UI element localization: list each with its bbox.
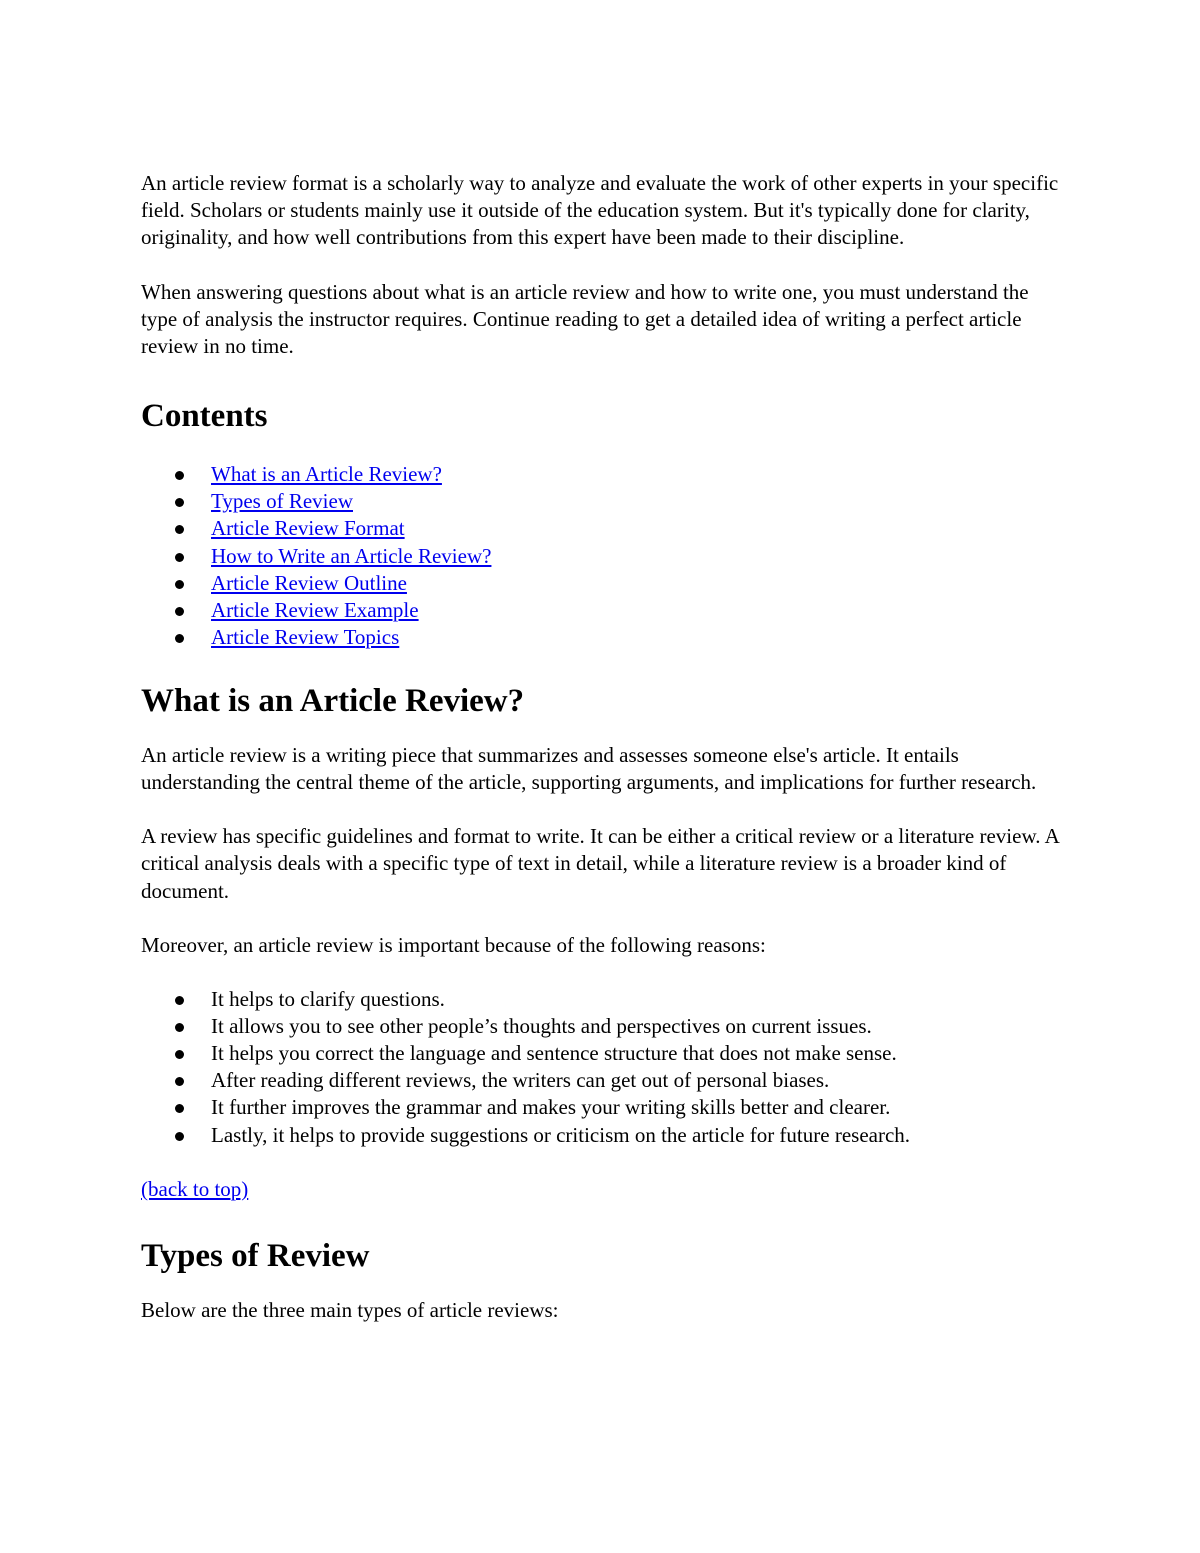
reason-text: It helps you correct the language and sentence structure that does not make sense.: [211, 1041, 897, 1066]
list-item: [141, 543, 1066, 570]
types-paragraph-1: Below are the three main types of article reviews:: [141, 1297, 559, 1322]
bullet-icon: [175, 525, 184, 534]
list-item: [141, 1040, 1066, 1067]
contents-list: [141, 461, 1066, 651]
what-is-heading: What is an Article Review?: [141, 682, 525, 719]
bullet-icon: [175, 580, 184, 589]
types-heading: Types of Review: [141, 1237, 370, 1274]
contents-heading: Contents: [141, 398, 268, 435]
bullet-icon: [175, 607, 184, 616]
toc-link-outline[interactable]: Article Review Outline: [211, 570, 407, 595]
reason-text: Lastly, it helps to provide suggestions or criticism on the article for future research.: [211, 1122, 911, 1147]
back-to-top-paragraph: [141, 1176, 1066, 1203]
what-is-paragraph-2: A review has specific guidelines and format to write. It can be either a critical review or a literature review. A critical analysis deals with a specific type of text in detail, while a literature review is a broader kind of document.: [141, 824, 1059, 903]
bullet-icon: [175, 498, 184, 507]
intro-paragraph-2: When answering questions about what is an article review and how to write one, you must understand the type of analysis the instructor requires. Continue reading to get a detailed idea of writing a perfect article review in no time.: [141, 279, 1029, 359]
reason-text: After reading different reviews, the writers can get out of personal biases.: [211, 1068, 830, 1093]
toc-link-what-is[interactable]: What is an Article Review?: [211, 462, 442, 487]
reason-text: It further improves the grammar and makes your writing skills better and clearer.: [211, 1095, 891, 1120]
bullet-icon: [175, 1023, 184, 1032]
bullet-icon: [175, 634, 184, 643]
list-item: [141, 515, 1066, 542]
bullet-icon: [175, 1132, 184, 1141]
reasons-list: [141, 986, 1066, 1149]
list-item: [141, 597, 1066, 624]
toc-link-topics[interactable]: Article Review Topics: [211, 624, 400, 649]
list-item: [141, 1122, 1066, 1149]
bullet-icon: [175, 1104, 184, 1113]
what-is-paragraph-1: An article review is a writing piece that summarizes and assesses someone else's article. It entails understanding the central theme of the article, supporting arguments, and implications for further research.: [141, 742, 1037, 795]
list-item: [141, 624, 1066, 651]
list-item: [141, 986, 1066, 1013]
bullet-icon: [175, 996, 184, 1005]
toc-link-example[interactable]: Article Review Example: [211, 597, 419, 622]
reason-text: It helps to clarify questions.: [211, 987, 445, 1012]
what-is-paragraph-3: Moreover, an article review is important because of the following reasons:: [141, 932, 766, 957]
toc-link-types[interactable]: Types of Review: [211, 489, 353, 514]
document-page: [141, 170, 1066, 1324]
toc-link-how-to-write[interactable]: How to Write an Article Review?: [211, 543, 492, 568]
bullet-icon: [175, 553, 184, 562]
list-item: [141, 1094, 1066, 1121]
bullet-icon: [175, 1050, 184, 1059]
list-item: [141, 1067, 1066, 1094]
toc-link-format[interactable]: Article Review Format: [211, 516, 405, 541]
list-item: [141, 570, 1066, 597]
bullet-icon: [175, 1077, 184, 1086]
reason-text: It allows you to see other people’s thoughts and perspectives on current issues.: [211, 1014, 872, 1039]
intro-paragraph-1: An article review format is a scholarly way to analyze and evaluate the work of other experts in your specific field. Scholars or students mainly use it outside of the education system. But it's typically done for clarity, originality, and how well contributions from this expert have been made to their discipline.: [141, 171, 1059, 250]
bullet-icon: [175, 471, 184, 480]
back-to-top-link[interactable]: (back to top): [141, 1176, 249, 1201]
list-item: [141, 461, 1066, 488]
list-item: [141, 1013, 1066, 1040]
list-item: [141, 488, 1066, 515]
